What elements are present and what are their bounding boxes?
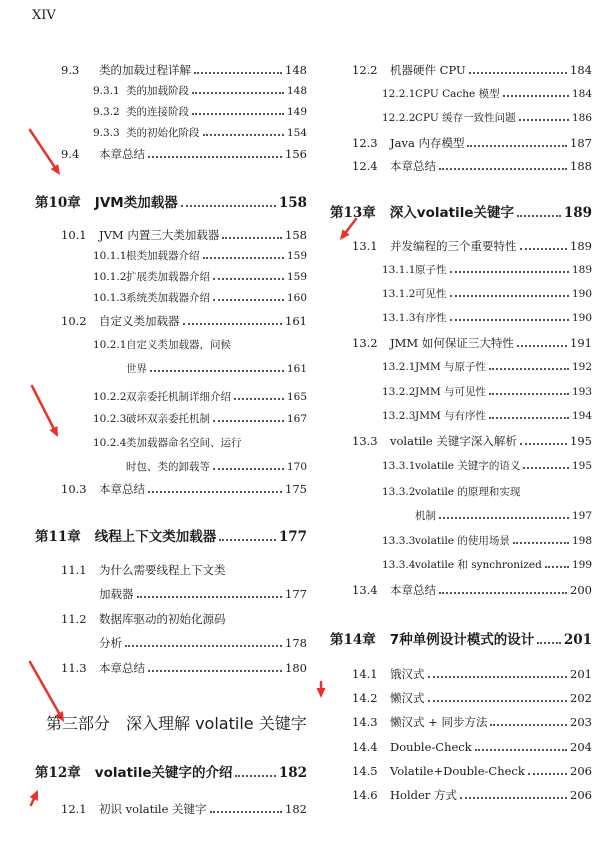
toc-entry-page: 182	[278, 765, 307, 781]
toc-entry-page: 204	[570, 740, 592, 754]
toc-entry-page: 160	[286, 292, 307, 304]
toc-entry-number: 10.1	[61, 228, 87, 242]
toc-entry-title: 本章总结	[99, 482, 145, 496]
toc-entry-page: 193	[571, 386, 592, 398]
toc-entry-title: 本章总结	[99, 147, 145, 161]
toc-entry-number: 13.4	[352, 583, 378, 597]
toc-entry-title: 扩展类加载器介绍	[126, 271, 210, 283]
toc-entry-number: 9.3.3	[93, 127, 120, 139]
toc-entry-number: 14.6	[352, 788, 378, 802]
toc-entry-title: JVM 内置三大类加载器	[99, 228, 220, 242]
toc-entry-number: 11.2	[61, 612, 87, 626]
toc-entry-page: 201	[563, 632, 592, 648]
toc-entry-page: 188	[570, 159, 592, 173]
toc-entry-title: 懒汉式 + 同步方法	[390, 715, 488, 729]
toc-entry-page: 192	[571, 361, 592, 373]
toc-entry-number: 10.2.1	[93, 339, 127, 351]
toc-entry-number: 12.1	[61, 802, 87, 816]
toc-entry-title: 破坏双亲委托机制	[126, 413, 210, 425]
toc-entry-page: 167	[286, 413, 307, 425]
toc-entry-title: 并发编程的三个重要特性	[390, 239, 517, 253]
toc-entry-page: 154	[286, 127, 307, 139]
toc-entry-title: 根类加载器介绍	[126, 250, 200, 262]
toc-entry-number: 14.5	[352, 764, 378, 778]
toc-entry-title: 类的初始化阶段	[126, 127, 200, 139]
part-heading: 第三部分 深入理解 volatile 关键字	[46, 714, 307, 733]
toc-entry-title: 类的加载阶段	[126, 85, 189, 97]
toc-entry-title: volatile 的使用场景	[415, 535, 510, 547]
toc-entry-number: 13.1.1	[382, 264, 416, 276]
toc-entry-number: 9.3	[61, 63, 80, 77]
toc-entry-number: 12.2	[352, 63, 378, 77]
toc-entry-number: 第11章	[35, 529, 81, 545]
toc-entry-number: 12.3	[352, 136, 378, 150]
toc-entry-title: 有序性	[415, 312, 447, 324]
toc-entry-number: 10.2.2	[93, 391, 127, 403]
toc-entry-number: 13.3.2	[382, 486, 416, 498]
toc-entry-page: 159	[286, 271, 307, 283]
toc-entry-page: 195	[570, 434, 592, 448]
toc-entry-title: 自定义类加载器，问候	[126, 339, 231, 351]
red-arrow-icon	[30, 790, 38, 805]
toc-entry-title: 本章总结	[390, 159, 436, 173]
toc-entry-title: 初识 volatile 关键字	[99, 802, 207, 816]
toc-entry-title: 类加载器命名空间、运行	[126, 437, 242, 449]
toc-entry-page: 187	[570, 136, 592, 150]
toc-entry-number: 10.2.3	[93, 413, 127, 425]
toc-entry-title: Holder 方式	[390, 788, 457, 802]
toc-entry-number: 12.2.1	[382, 88, 416, 100]
toc-entry-number: 9.4	[61, 147, 80, 161]
toc-entry-title: volatile 的原理和实现	[415, 486, 521, 498]
toc-entry-number: 13.1.3	[382, 312, 416, 324]
toc-entry-page: 200	[570, 583, 592, 597]
toc-entry-number: 13.3	[352, 434, 378, 448]
toc-entry-title: 双亲委托机制详细介绍	[126, 391, 231, 403]
toc-entry-number: 9.3.2	[93, 106, 120, 118]
toc-entry-number: 14.3	[352, 715, 378, 729]
toc-entry-title: CPU Cache 模型	[415, 88, 500, 100]
toc-entry-title: 7种单例设计模式的设计	[389, 632, 535, 648]
toc-entry-page: 195	[571, 460, 592, 472]
toc-entry-number: 10.2	[61, 314, 87, 328]
toc-entry-page: 177	[278, 529, 307, 545]
toc-entry-page: 178	[285, 636, 307, 650]
toc-entry-page: 149	[286, 106, 307, 118]
toc-entry-title-continued: 分析	[99, 636, 122, 650]
toc-entry-title: 本章总结	[390, 583, 436, 597]
toc-entry-number: 13.3.4	[382, 559, 416, 571]
toc-entry-title: 原子性	[415, 264, 447, 276]
red-arrow-icon	[340, 219, 356, 240]
toc-entry-title-continued: 机制	[415, 510, 436, 522]
toc-entry-title: volatile 和 synchronized	[415, 559, 542, 571]
toc-entry-title-continued: 世界	[126, 363, 147, 375]
toc-entry-page: 190	[571, 288, 592, 300]
toc-entry-title: 饿汉式	[390, 667, 425, 681]
toc-entry-title: 可见性	[415, 288, 447, 300]
toc-entry-number: 14.4	[352, 740, 378, 754]
toc-entry-number: 13.2.2	[382, 386, 416, 398]
toc-entry-title: volatile 关键字的语义	[415, 460, 521, 472]
toc-entry-title: Java 内存模型	[390, 136, 465, 150]
toc-entry-number: 13.2	[352, 336, 378, 350]
toc-entry-page: 170	[286, 461, 307, 473]
toc-entry-page: 202	[570, 691, 592, 705]
toc-entry-page: 177	[285, 587, 307, 601]
toc-entry-number: 12.2.2	[382, 112, 416, 124]
toc-entry-page: 158	[285, 228, 307, 242]
toc-entry-title: 数据库驱动的初始化源码	[99, 612, 226, 626]
toc-entry-title: Double-Check	[390, 740, 472, 754]
toc-entry-number: 13.1	[352, 239, 378, 253]
toc-entry-title: 自定义类加载器	[99, 314, 180, 328]
toc-entry-title: JMM 与有序性	[415, 410, 487, 422]
toc-entry-page: 199	[571, 559, 592, 571]
toc-entry-page: 158	[278, 195, 307, 211]
toc-entry-number: 14.2	[352, 691, 378, 705]
toc-entry-title-continued: 时包、类的卸载等	[126, 461, 210, 473]
toc-entry-page: 203	[570, 715, 592, 729]
toc-entry-title: volatile关键字的介绍	[94, 765, 233, 781]
red-arrow-icon	[30, 130, 60, 175]
toc-entry-page: 189	[570, 239, 592, 253]
toc-entry-page: 194	[571, 410, 592, 422]
toc-entry-page: 189	[563, 205, 592, 221]
toc-entry-title: Volatile+Double-Check	[390, 764, 525, 778]
toc-entry-page: 201	[570, 667, 592, 681]
toc-entry-number: 13.2.3	[382, 410, 416, 422]
toc-entry-page: 198	[571, 535, 592, 547]
toc-entry-page: 191	[570, 336, 592, 350]
toc-entry-number: 13.3.1	[382, 460, 416, 472]
toc-entry-number: 10.2.4	[93, 437, 127, 449]
toc-entry-number: 12.4	[352, 159, 378, 173]
toc-entry-page: 206	[570, 764, 592, 778]
toc-entry-number: 10.1.1	[93, 250, 127, 262]
toc-entry-page: 159	[286, 250, 307, 262]
toc-entry-title: 机器硬件 CPU	[390, 63, 466, 77]
toc-entry-number: 第10章	[35, 195, 81, 211]
toc-entry-number: 11.3	[61, 661, 87, 675]
toc-entry-title: 为什么需要线程上下文类	[99, 563, 226, 577]
toc-entry-title: 线程上下文类加载器	[94, 529, 217, 545]
toc-entry-title: 深入volatile关键字	[389, 205, 514, 221]
toc-entry-number: 13.1.2	[382, 288, 416, 300]
toc-entry-number: 第12章	[35, 765, 81, 781]
toc-entry-title: 类的连接阶段	[126, 106, 189, 118]
toc-entry-title: JMM 与可见性	[415, 386, 487, 398]
toc-entry-number: 13.3.3	[382, 535, 416, 547]
toc-entry-page: 182	[285, 802, 307, 816]
toc-entry-title-continued: 加载器	[99, 587, 134, 601]
toc-entry-number: 13.2.1	[382, 361, 416, 373]
toc-entry-page: 189	[571, 264, 592, 276]
toc-entry-page: 148	[285, 63, 307, 77]
toc-entry-page: 175	[285, 482, 307, 496]
toc-entry-page: 156	[285, 147, 307, 161]
toc-entry-title: 系统类加载器介绍	[126, 292, 210, 304]
toc-entry-page: 161	[286, 363, 307, 375]
toc-entry-title: volatile 关键字深入解析	[390, 434, 517, 448]
toc-entry-title: 本章总结	[99, 661, 145, 675]
toc-entry-title: JVM类加载器	[94, 195, 178, 211]
toc-entry-number: 第14章	[330, 632, 376, 648]
toc-entry-title: 类的加载过程详解	[99, 63, 191, 77]
red-arrow-icon	[32, 386, 58, 437]
toc-entry-number: 第13章	[330, 205, 376, 221]
toc-entry-title: CPU 缓存一致性问题	[415, 112, 516, 124]
toc-entry-page: 148	[286, 85, 307, 97]
toc-entry-page: 197	[571, 510, 592, 522]
toc-entry-page: 190	[571, 312, 592, 324]
toc-entry-page: 184	[571, 88, 592, 100]
toc-entry-page: 165	[286, 391, 307, 403]
red-arrow-icon	[317, 682, 326, 698]
toc-entry-title: JMM 如何保证三大特性	[390, 336, 514, 350]
toc-entry-title: JMM 与原子性	[415, 361, 487, 373]
toc-entry-page: 206	[570, 788, 592, 802]
toc-entry-page: 184	[570, 63, 592, 77]
toc-entry-title: 懒汉式	[390, 691, 425, 705]
toc-entry-number: 14.1	[352, 667, 378, 681]
toc-entry-page: 180	[285, 661, 307, 675]
toc-entry-number: 10.1.3	[93, 292, 127, 304]
toc-entry-number: 10.1.2	[93, 271, 127, 283]
toc-entry-number: 10.3	[61, 482, 87, 496]
page-number: XIV	[32, 8, 56, 23]
toc-entry-number: 11.1	[61, 563, 87, 577]
toc-entry-page: 161	[285, 314, 307, 328]
toc-entry-number: 9.3.1	[93, 85, 120, 97]
toc-entry-page: 186	[571, 112, 592, 124]
